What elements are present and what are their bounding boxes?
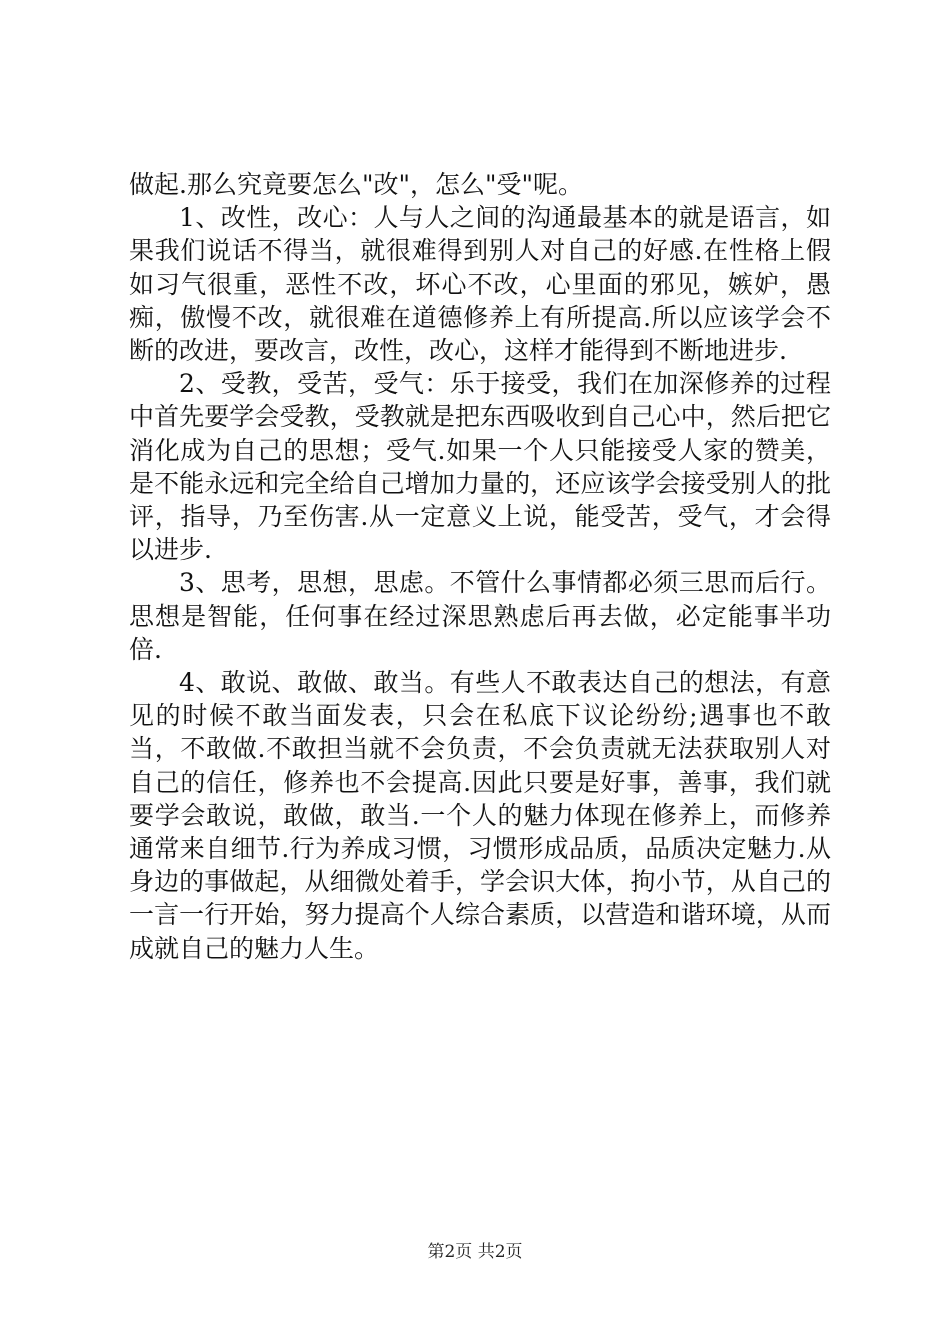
paragraph-continuation: 做起.那么究竟要怎么"改"，怎么"受"呢。 [129, 170, 583, 199]
document-body [129, 168, 831, 965]
paragraph-item-3: 3、思考，思想，思虑。不管什么事情都必须三思而后行。思想是智能，任何事在经过深思熟虑后再去做，必定能事半功倍. [129, 568, 831, 664]
page-number-footer: 第2页 共2页 [427, 1242, 523, 1262]
paragraph-item-2: 2、受教，受苦，受气：乐于接受，我们在加深修养的过程中首先要学会受教，受教就是把东西吸收到自己心中，然后把它消化成为自己的思想；受气.如果一个人只能接受人家的赞美，是不能永远和完全给自己增加力量的，还应该学会接受别人的批评，指导，乃至伤害.从一定意义上说，能受苦，受气，才会得以进步. [129, 369, 831, 565]
paragraph-item-4: 4、敢说、敢做、敢当。有些人不敢表达自己的想法，有意见的时候不敢当面发表，只会在私底下议论纷纷;遇事也不敢当，不敢做.不敢担当就不会负责，不会负责就无法获取别人对自己的信任，修养也不会提高.因此只要是好事，善事，我们就要学会敢说，敢做，敢当.一个人的魅力体现在修养上，而修养通常来自细节.行为养成习惯，习惯形成品质，品质决定魅力.从身边的事做起，从细微处着手，学会识大体，拘小节，从自己的一言一行开始，努力提高个人综合素质，以营造和谐环境，从而成就自己的魅力人生。 [129, 668, 831, 963]
paragraph-item-1: 1、改性，改心：人与人之间的沟通最基本的就是语言，如果我们说话不得当，就很难得到别人对自己的好感.在性格上假如习气很重，恶性不改，坏心不改，心里面的邪见，嫉妒，愚痴，傲慢不改，就很难在道德修养上有所提高.所以应该学会不断的改进，要改言，改性，改心，这样才能得到不断地进步. [129, 203, 831, 366]
